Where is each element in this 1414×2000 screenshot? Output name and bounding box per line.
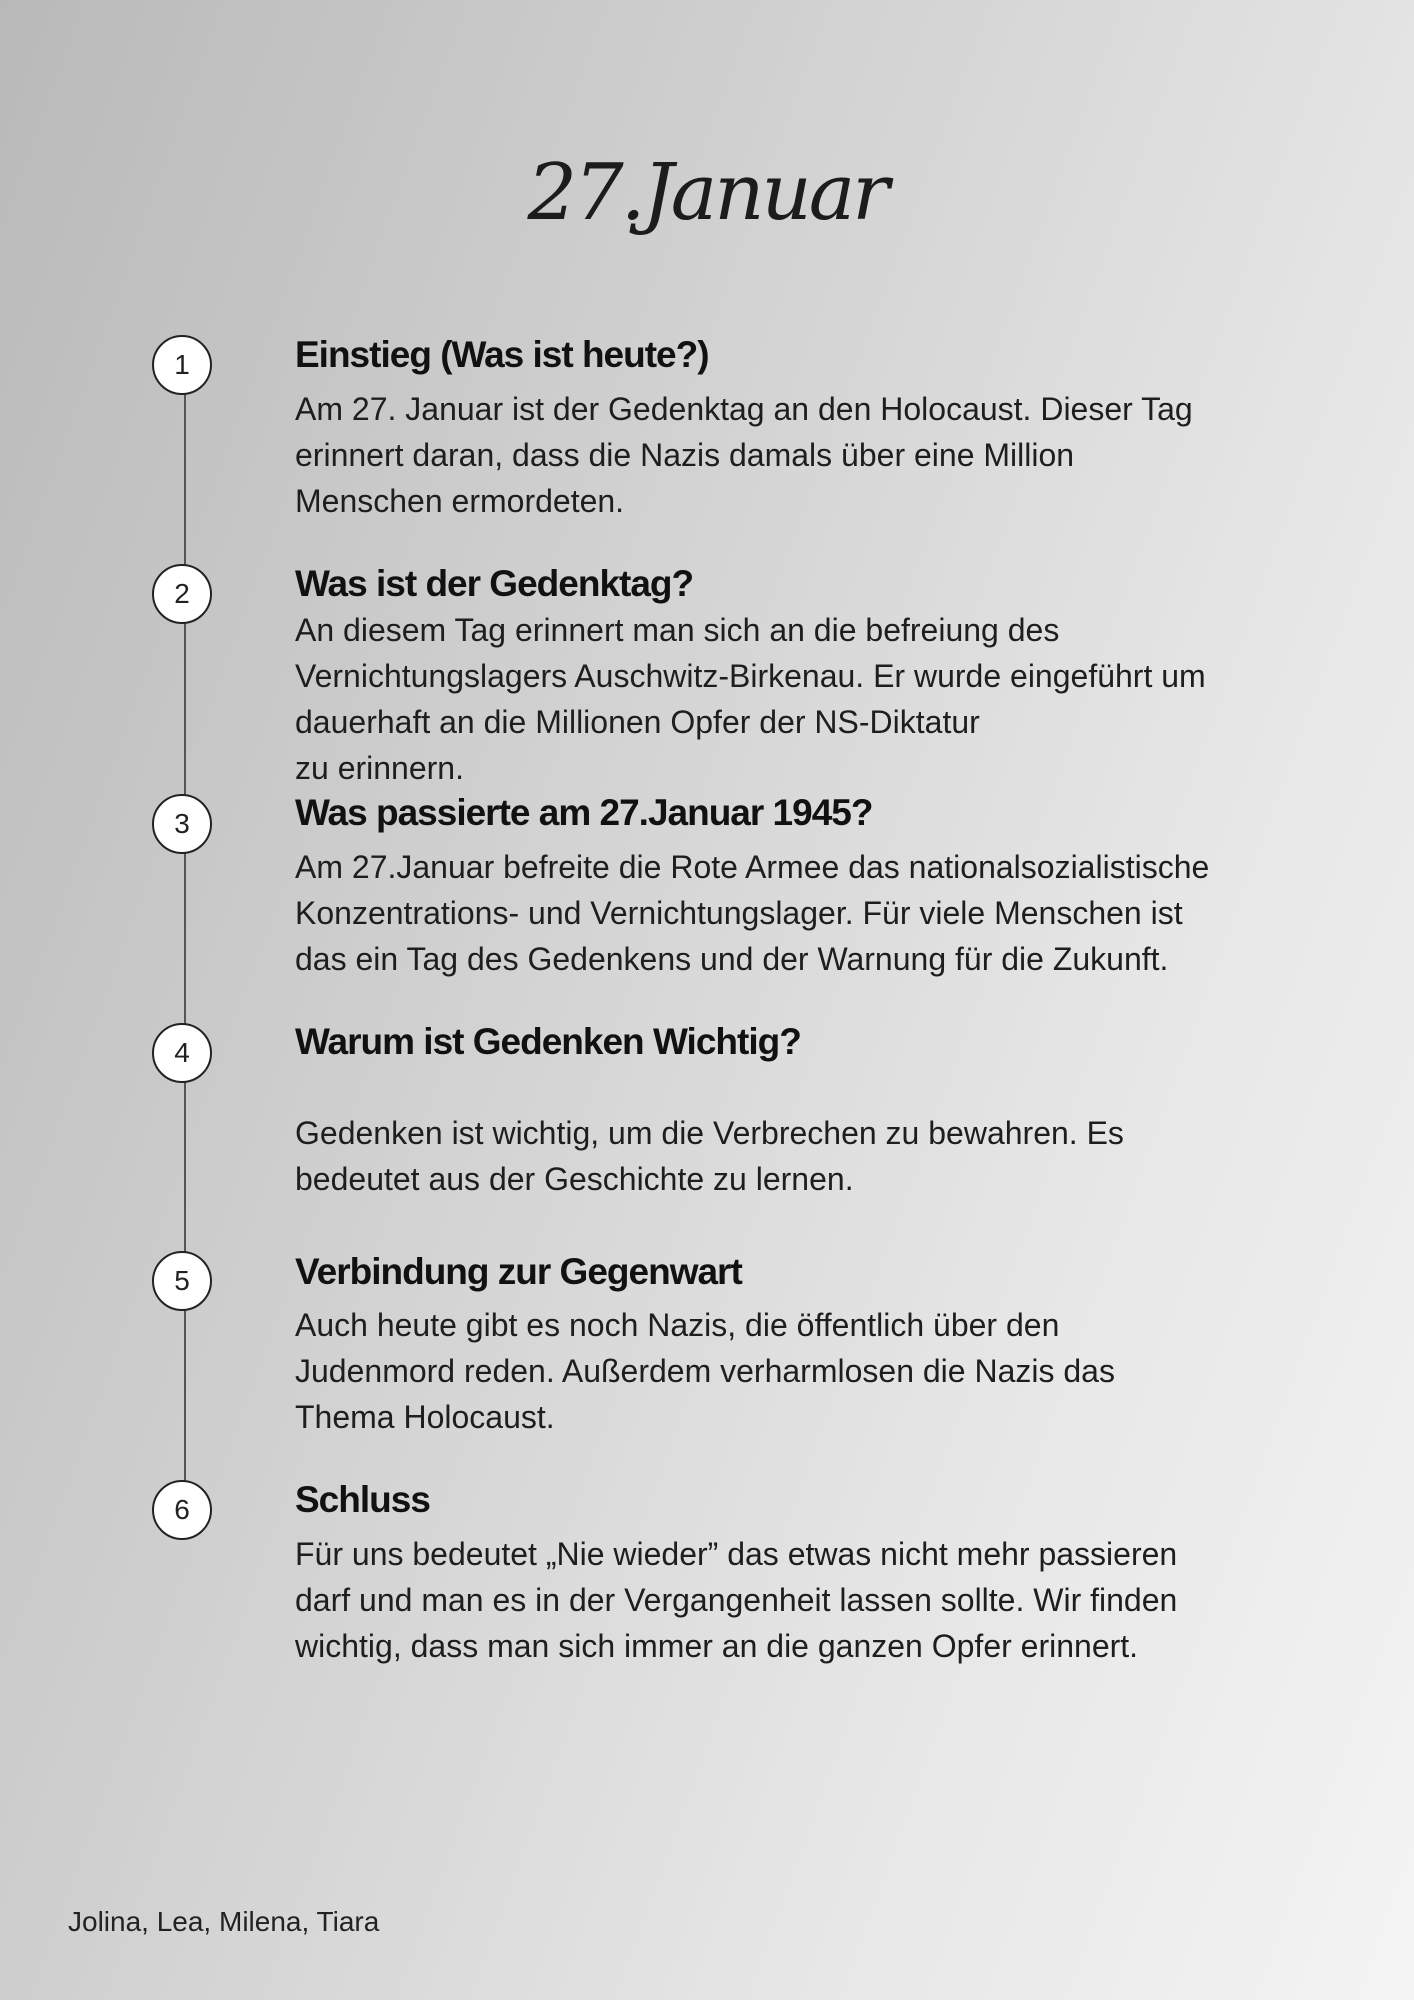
- step-6-body: Für uns bedeutet „Nie wieder” das etwas nicht mehr passieren darf und man es in der Vergangenheit lassen sollte. Wir finden wichtig, dass man sich immer an die ganzen Opfer erinnert.: [295, 1536, 1178, 1664]
- step-1-number-circle: 1: [152, 335, 212, 395]
- step-6-heading: Schluss: [295, 1479, 430, 1520]
- step-3-body: Am 27.Januar befreite die Rote Armee das nationalsozialistische Konzentrations- und Vernichtungslager. Für viele Menschen ist das ein Tag des Gedenkens und der Warnung für die Zukunft.: [295, 849, 1210, 977]
- step-4-heading: Warum ist Gedenken Wichtig?: [295, 1021, 801, 1062]
- step-4-number-circle: 4: [152, 1023, 212, 1083]
- step-5-heading: Verbindung zur Gegenwart: [295, 1251, 742, 1292]
- authors-footer: Jolina, Lea, Milena, Tiara: [68, 1906, 380, 1937]
- timeline-line: [184, 365, 186, 1510]
- step-5-body: Auch heute gibt es noch Nazis, die öffentlich über den Judenmord reden. Außerdem verharmlosen die Nazis das Thema Holocaust.: [295, 1307, 1115, 1435]
- step-2-number-circle: 2: [152, 564, 212, 624]
- step-2-heading: Was ist der Gedenktag?: [295, 563, 694, 604]
- step-2-body: An diesem Tag erinnert man sich an die befreiung des Vernichtungslagers Auschwitz-Birkenau. Er wurde eingeführt um dauerhaft an die Millionen Opfer der NS-Diktatur zu erinnern.: [295, 612, 1206, 786]
- step-6-number-circle: 6: [152, 1480, 212, 1540]
- step-4-body: Gedenken ist wichtig, um die Verbrechen zu bewahren. Es bedeutet aus der Geschichte zu lernen.: [295, 1115, 1124, 1197]
- step-5-number-circle: 5: [152, 1251, 212, 1311]
- page-title: 27.Januar: [527, 148, 887, 238]
- step-3-heading: Was passierte am 27.Januar 1945?: [295, 792, 873, 833]
- step-1-heading: Einstieg (Was ist heute?): [295, 334, 709, 375]
- step-3-number-circle: 3: [152, 794, 212, 854]
- step-1-body: Am 27. Januar ist der Gedenktag an den Holocaust. Dieser Tag erinnert daran, dass die Nazis damals über eine Million Menschen ermordeten.: [295, 391, 1193, 519]
